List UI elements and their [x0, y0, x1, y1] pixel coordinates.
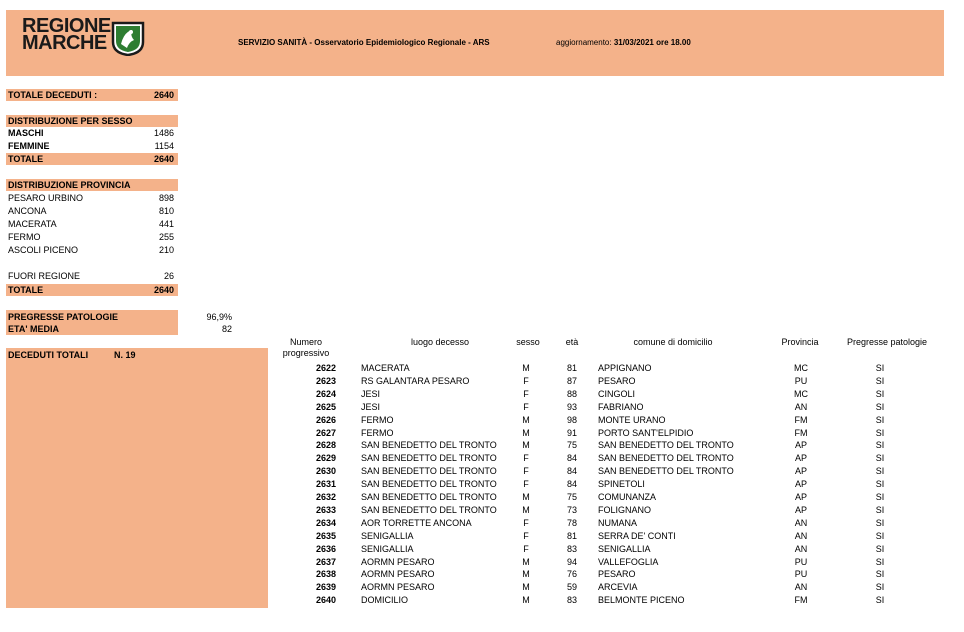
cell-num: 2624 [315, 388, 336, 399]
cell-luogo: SENIGALLIA [361, 543, 414, 554]
table-row [270, 530, 950, 543]
cell-luogo: SAN BENEDETTO DEL TRONTO [361, 453, 497, 464]
cell-eta: 83 [566, 595, 577, 606]
table-row [270, 478, 950, 491]
cell-sesso: F [523, 543, 529, 554]
update-label: aggiornamento: [556, 38, 614, 47]
cell-prov: AP [794, 479, 807, 490]
cell-num: 2626 [315, 414, 336, 425]
cell-num: 2630 [315, 466, 336, 477]
cell-luogo: FERMO [361, 414, 394, 425]
cell-pat: SI [875, 375, 885, 386]
table-row [270, 568, 950, 581]
fuori-regione-label: FUORI REGIONE [8, 271, 81, 281]
maschi-label: MASCHI [8, 128, 44, 138]
cell-num: 2622 [315, 363, 336, 373]
eta-media-row [8, 323, 234, 335]
cell-comune: PORTO SANT'ELPIDIO [598, 427, 694, 438]
cell-num: 2627 [315, 427, 336, 438]
cell-sesso: M [522, 504, 530, 515]
provincia-item-label: MACERATA [8, 219, 57, 229]
maschi-row [8, 127, 176, 139]
cell-luogo: MACERATA [361, 363, 410, 373]
cell-comune: CINGOLI [598, 388, 636, 399]
cell-comune: SPINETOLI [598, 479, 645, 490]
provincia-item [8, 205, 176, 217]
cell-comune: VALLEFOGLIA [598, 556, 659, 567]
deceduti-totali-count: N. 19 [114, 350, 136, 360]
table-row [270, 452, 950, 465]
cell-comune: MONTE URANO [598, 414, 666, 425]
provincia-totale-value: 2640 [153, 285, 174, 295]
cell-pat: SI [875, 440, 885, 451]
col-header-numero-line1: Numero [289, 337, 322, 347]
cell-eta: 78 [566, 517, 577, 528]
cell-eta: 84 [566, 453, 577, 464]
cell-prov: AN [794, 543, 808, 554]
cell-num: 2623 [315, 375, 336, 386]
cell-eta: 88 [566, 388, 577, 399]
femmine-label: FEMMINE [8, 141, 50, 151]
cell-prov: MC [794, 363, 808, 373]
cell-pat: SI [875, 582, 885, 593]
patologie-value: 96,9% [206, 312, 232, 322]
col-header-numero [276, 337, 336, 359]
cell-pat: SI [875, 543, 885, 554]
regione-marche-logo [22, 15, 152, 60]
femmine-value: 1154 [154, 141, 174, 151]
cell-sesso: F [523, 388, 529, 399]
table-row [270, 375, 950, 388]
cell-eta: 87 [566, 375, 577, 386]
col-header-eta: età [565, 337, 579, 347]
col-header-comune: comune di domicilio [633, 337, 713, 347]
provincia-item [8, 231, 176, 243]
cell-comune: SENIGALLIA [598, 543, 651, 554]
cell-luogo: JESI [361, 401, 381, 412]
cell-luogo: SAN BENEDETTO DEL TRONTO [361, 492, 497, 502]
cell-num: 2637 [315, 556, 336, 567]
cell-comune: ARCEVIA [598, 582, 638, 593]
table-row [270, 388, 950, 401]
table-row [270, 427, 950, 440]
cell-luogo: RS GALANTARA PESARO [361, 375, 470, 386]
cell-prov: AN [794, 530, 808, 541]
cell-luogo: SENIGALLIA [361, 530, 414, 541]
deceduti-totali-box [6, 348, 268, 608]
provincia-totale-label: TOTALE [8, 285, 44, 295]
provincia-item-label: PESARO URBINO [8, 193, 84, 203]
cell-pat: SI [875, 595, 885, 606]
table-row [270, 465, 950, 478]
provincia-item-label: FERMO [8, 232, 41, 242]
provincia-item-value: 810 [158, 206, 174, 216]
cell-pat: SI [875, 492, 885, 502]
cell-sesso: M [522, 363, 530, 373]
cell-luogo: AORMN PESARO [361, 556, 435, 567]
sesso-heading-label: DISTRIBUZIONE PER SESSO [8, 116, 133, 126]
fuori-regione-value: 26 [163, 271, 174, 281]
cell-num: 2636 [315, 543, 336, 554]
provincia-item-value: 441 [158, 219, 174, 229]
cell-pat: SI [875, 401, 885, 412]
cell-pat: SI [875, 569, 885, 580]
cell-num: 2638 [315, 569, 336, 580]
cell-prov: AN [794, 517, 808, 528]
logo-line2: MARCHE [22, 32, 107, 54]
cell-pat: SI [875, 363, 885, 373]
cell-num: 2640 [315, 595, 336, 606]
provincia-item-value: 255 [158, 232, 174, 242]
cell-pat: SI [875, 530, 885, 541]
cell-eta: 93 [566, 401, 577, 412]
provincia-item-label: ANCONA [8, 206, 47, 216]
cell-eta: 81 [566, 530, 577, 541]
table-row [270, 362, 950, 375]
cell-luogo: AORMN PESARO [361, 569, 435, 580]
logo-line1: REGIONE [22, 15, 111, 37]
cell-eta: 91 [566, 427, 577, 438]
sesso-heading [8, 115, 176, 127]
cell-prov: AP [794, 466, 807, 477]
cell-pat: SI [875, 414, 885, 425]
cell-sesso: F [523, 530, 529, 541]
cell-comune: PESARO [598, 375, 636, 386]
cell-prov: AP [794, 453, 807, 464]
provincia-item [8, 218, 176, 230]
provincia-totale-row [8, 284, 176, 296]
cell-comune: BELMONTE PICENO [598, 595, 685, 606]
cell-comune: FOLIGNANO [598, 504, 652, 515]
cell-pat: SI [875, 466, 885, 477]
cell-pat: SI [875, 556, 885, 567]
cell-luogo: DOMICILIO [361, 595, 409, 606]
cell-luogo: SAN BENEDETTO DEL TRONTO [361, 479, 497, 490]
cell-eta: 83 [566, 543, 577, 554]
femmine-row [8, 140, 176, 152]
table-row [270, 517, 950, 530]
header-title: SERVIZIO SANITÀ - Osservatorio Epidemiologico Regionale - ARS [238, 38, 490, 47]
cell-eta: 76 [566, 569, 577, 580]
cell-luogo: SAN BENEDETTO DEL TRONTO [361, 466, 497, 477]
cell-eta: 84 [566, 479, 577, 490]
totale-deceduti-label: TOTALE DECEDUTI : [8, 90, 98, 100]
cell-prov: FM [794, 414, 808, 425]
provincia-item-value: 898 [158, 193, 174, 203]
cell-sesso: F [523, 375, 529, 386]
cell-sesso: M [522, 569, 530, 580]
cell-sesso: F [523, 479, 529, 490]
table-row [270, 401, 950, 414]
table-row [270, 491, 950, 504]
cell-comune: SAN BENEDETTO DEL TRONTO [598, 453, 734, 464]
cell-comune: SERRA DE' CONTI [598, 530, 676, 541]
patologie-row [8, 311, 234, 323]
cell-prov: AP [794, 504, 807, 515]
cell-luogo: AOR TORRETTE ANCONA [361, 517, 472, 528]
cell-pat: SI [875, 504, 885, 515]
cell-sesso: M [522, 582, 530, 593]
cell-pat: SI [875, 427, 885, 438]
cell-prov: AN [794, 401, 808, 412]
cell-sesso: M [522, 440, 530, 451]
cell-eta: 81 [566, 363, 577, 373]
cell-num: 2631 [315, 479, 336, 490]
cell-sesso: M [522, 414, 530, 425]
cell-prov: AN [794, 582, 808, 593]
cell-prov: FM [794, 427, 808, 438]
cell-eta: 84 [566, 466, 577, 477]
fuori-regione-row [8, 270, 176, 282]
cell-comune: SAN BENEDETTO DEL TRONTO [598, 466, 734, 477]
sesso-totale-row [8, 153, 176, 165]
sesso-totale-label: TOTALE [8, 154, 44, 164]
cell-sesso: F [523, 517, 529, 528]
cell-prov: FM [794, 595, 808, 606]
cell-luogo: AORMN PESARO [361, 582, 435, 593]
cell-num: 2625 [315, 401, 336, 412]
cell-comune: PESARO [598, 569, 636, 580]
col-header-patologie: Pregresse patologie [846, 337, 928, 347]
cell-comune: APPIGNANO [598, 363, 652, 373]
cell-eta: 94 [566, 556, 577, 567]
cell-pat: SI [875, 453, 885, 464]
cell-prov: AP [794, 440, 807, 451]
cell-num: 2632 [315, 492, 336, 502]
regione-emblem-icon [110, 20, 146, 56]
cell-sesso: M [522, 595, 530, 606]
cell-pat: SI [875, 517, 885, 528]
col-header-provincia: Provincia [781, 337, 819, 347]
cell-prov: PU [794, 375, 808, 386]
cell-prov: MC [794, 388, 808, 399]
cell-sesso: F [523, 466, 529, 477]
cell-eta: 73 [566, 504, 577, 515]
cell-luogo: SAN BENEDETTO DEL TRONTO [361, 504, 497, 515]
cell-eta: 75 [566, 440, 577, 451]
cell-sesso: M [522, 427, 530, 438]
cell-pat: SI [875, 388, 885, 399]
cell-prov: PU [794, 569, 808, 580]
eta-media-value: 82 [221, 324, 232, 334]
provincia-item [8, 244, 176, 256]
cell-eta: 98 [566, 414, 577, 425]
provincia-heading [8, 179, 176, 191]
cell-comune: NUMANA [598, 517, 638, 528]
header-update [556, 38, 691, 47]
cell-sesso: F [523, 401, 529, 412]
cell-eta: 59 [566, 582, 577, 593]
patologie-label: PREGRESSE PATOLOGIE [8, 312, 119, 322]
cell-num: 2628 [315, 440, 336, 451]
table-row [270, 581, 950, 594]
table-row [270, 543, 950, 556]
sesso-totale-value: 2640 [153, 154, 174, 164]
table-row [270, 504, 950, 517]
cell-num: 2635 [315, 530, 336, 541]
provincia-item-label: ASCOLI PICENO [8, 245, 79, 255]
cell-luogo: FERMO [361, 427, 394, 438]
update-value: 31/03/2021 ore 18.00 [613, 38, 691, 47]
table-row [270, 414, 950, 427]
cell-sesso: M [522, 556, 530, 567]
cell-num: 2639 [315, 582, 336, 593]
cell-num: 2633 [315, 504, 336, 515]
maschi-value: 1486 [153, 128, 174, 138]
cell-num: 2634 [315, 517, 336, 528]
totale-deceduti-row [8, 89, 176, 101]
eta-media-label: ETA' MEDIA [8, 324, 59, 334]
provincia-item-value: 210 [158, 245, 174, 255]
cell-comune: SAN BENEDETTO DEL TRONTO [598, 440, 734, 451]
deceduti-totali-label: DECEDUTI TOTALI [8, 350, 89, 360]
provincia-heading-label: DISTRIBUZIONE PROVINCIA [8, 180, 131, 190]
cell-prov: PU [794, 556, 808, 567]
cell-luogo: SAN BENEDETTO DEL TRONTO [361, 440, 497, 451]
totale-deceduti-value: 2640 [153, 90, 174, 100]
table-row [270, 594, 950, 607]
table-row [270, 439, 950, 452]
cell-comune: FABRIANO [598, 401, 644, 412]
cell-pat: SI [875, 479, 885, 490]
col-header-sesso: sesso [516, 337, 540, 347]
cell-prov: AP [794, 492, 807, 502]
col-header-luogo: luogo decesso [410, 337, 470, 347]
provincia-item [8, 192, 176, 204]
col-header-numero-line2: progressivo [282, 348, 330, 358]
table-row [270, 556, 950, 569]
cell-num: 2629 [315, 453, 336, 464]
cell-sesso: M [522, 492, 530, 502]
cell-luogo: JESI [361, 388, 381, 399]
cell-sesso: F [523, 453, 529, 464]
cell-comune: COMUNANZA [598, 492, 656, 502]
cell-eta: 75 [566, 492, 577, 502]
